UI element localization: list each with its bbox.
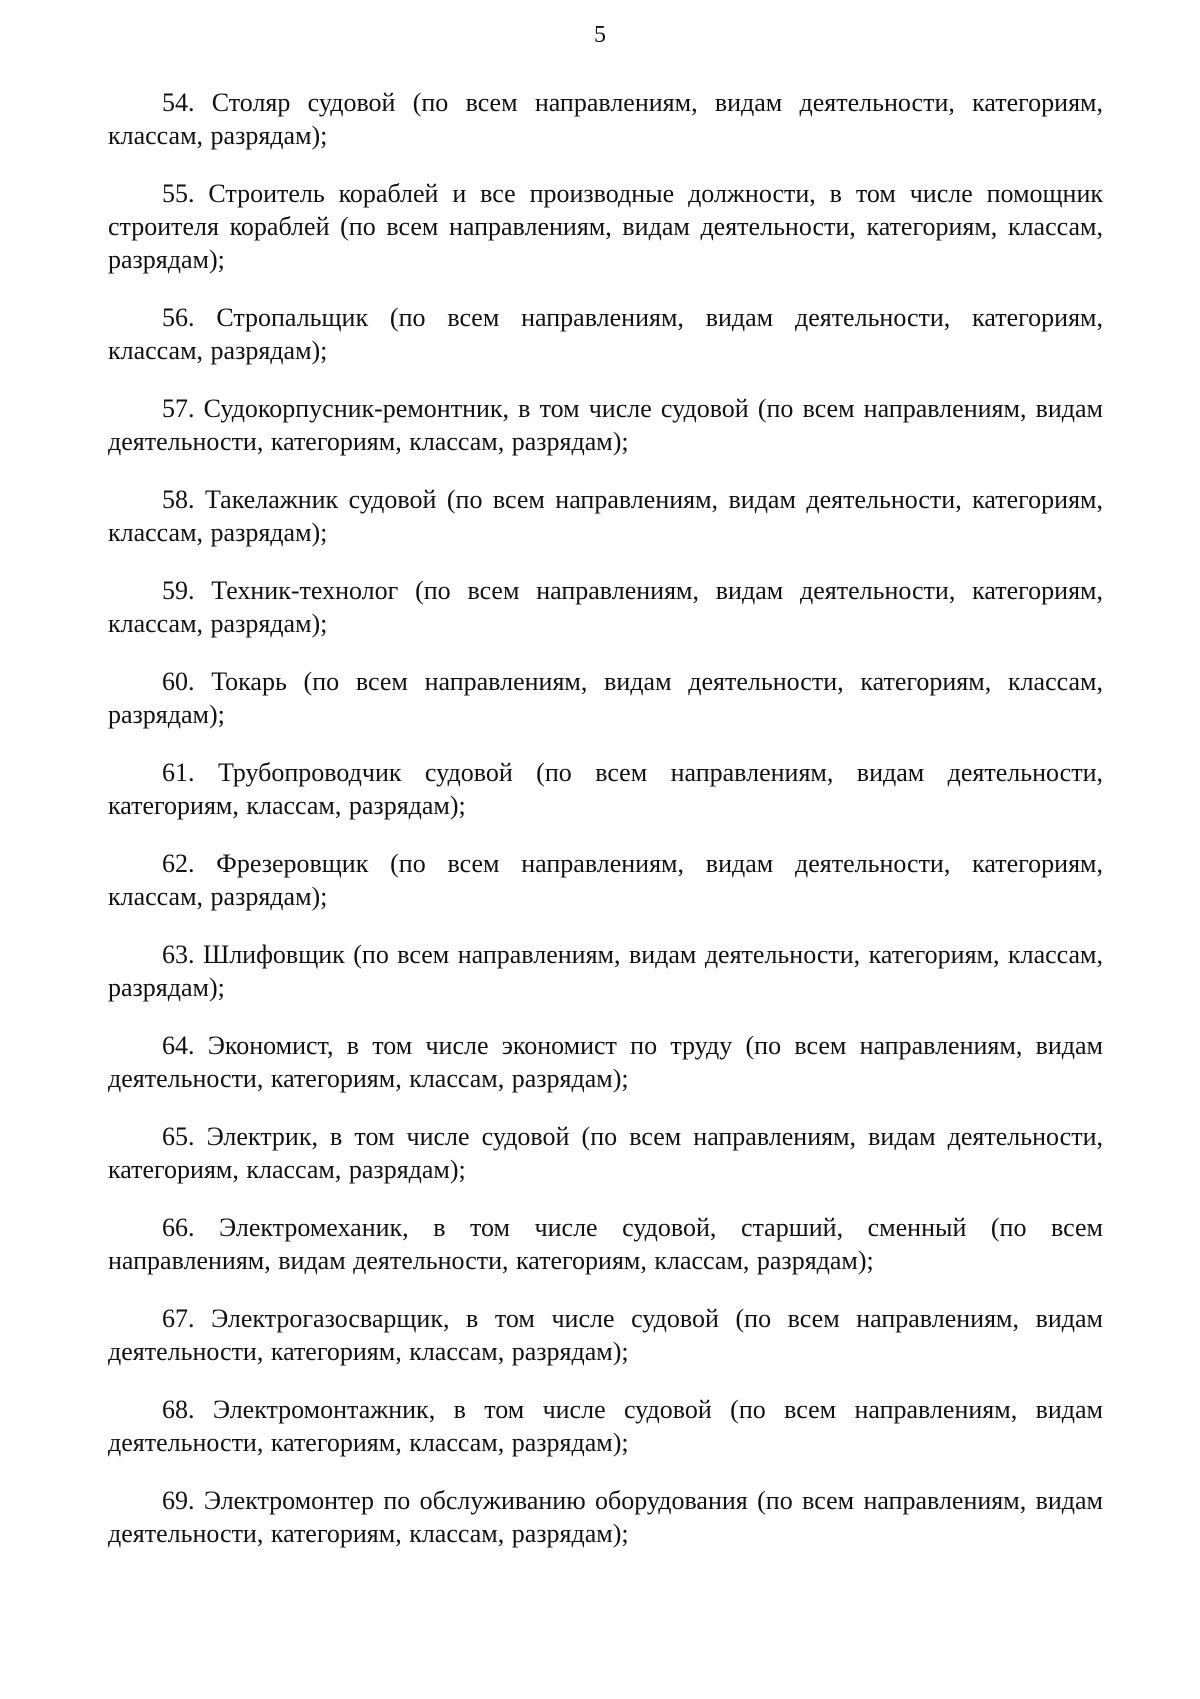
list-item: 69. Электромонтер по обслуживанию оборудования (по всем направлениям, видам деятельности, категориям, классам, разрядам); xyxy=(108,1486,1103,1548)
list-item: 55. Строитель кораблей и все производные должности, в том числе помощник строителя кораблей (по всем направлениям, видам деятельности, категориям, классам, разрядам); xyxy=(108,179,1103,274)
document-body xyxy=(108,86,1103,1575)
list-item: 58. Такелажник судовой (по всем направлениям, видам деятельности, категориям, классам, разрядам); xyxy=(108,485,1103,547)
list-item: 62. Фрезеровщик (по всем направлениям, видам деятельности, категориям, классам, разрядам); xyxy=(108,849,1103,911)
list-item: 66. Электромеханик, в том числе судовой, старший, сменный (по всем направлениям, видам деятельности, категориям, классам, разрядам); xyxy=(108,1213,1103,1275)
list-item: 68. Электромонтажник, в том числе судовой (по всем направлениям, видам деятельности, категориям, классам, разрядам); xyxy=(108,1395,1103,1457)
list-item: 60. Токарь (по всем направлениям, видам деятельности, категориям, классам, разрядам); xyxy=(108,667,1103,729)
list-item: 67. Электрогазосварщик, в том числе судовой (по всем направлениям, видам деятельности, категориям, классам, разрядам); xyxy=(108,1304,1103,1366)
list-item: 57. Судокорпусник-ремонтник, в том числе судовой (по всем направлениям, видам деятельности, категориям, классам, разрядам); xyxy=(108,394,1103,456)
list-item: 63. Шлифовщик (по всем направлениям, видам деятельности, категориям, классам, разрядам); xyxy=(108,940,1103,1002)
list-item: 61. Трубопроводчик судовой (по всем направлениям, видам деятельности, категориям, классам, разрядам); xyxy=(108,758,1103,820)
list-item: 54. Столяр судовой (по всем направлениям, видам деятельности, категориям, классам, разрядам); xyxy=(108,88,1103,150)
page-number: 5 xyxy=(594,22,606,48)
list-item: 59. Техник-технолог (по всем направлениям, видам деятельности, категориям, классам, разрядам); xyxy=(108,576,1103,638)
list-item: 65. Электрик, в том числе судовой (по всем направлениям, видам деятельности, категориям, классам, разрядам); xyxy=(108,1122,1103,1184)
list-item: 64. Экономист, в том числе экономист по труду (по всем направлениям, видам деятельности, категориям, классам, разрядам); xyxy=(108,1031,1103,1093)
list-item: 56. Стропальщик (по всем направлениям, видам деятельности, категориям, классам, разрядам); xyxy=(108,303,1103,365)
